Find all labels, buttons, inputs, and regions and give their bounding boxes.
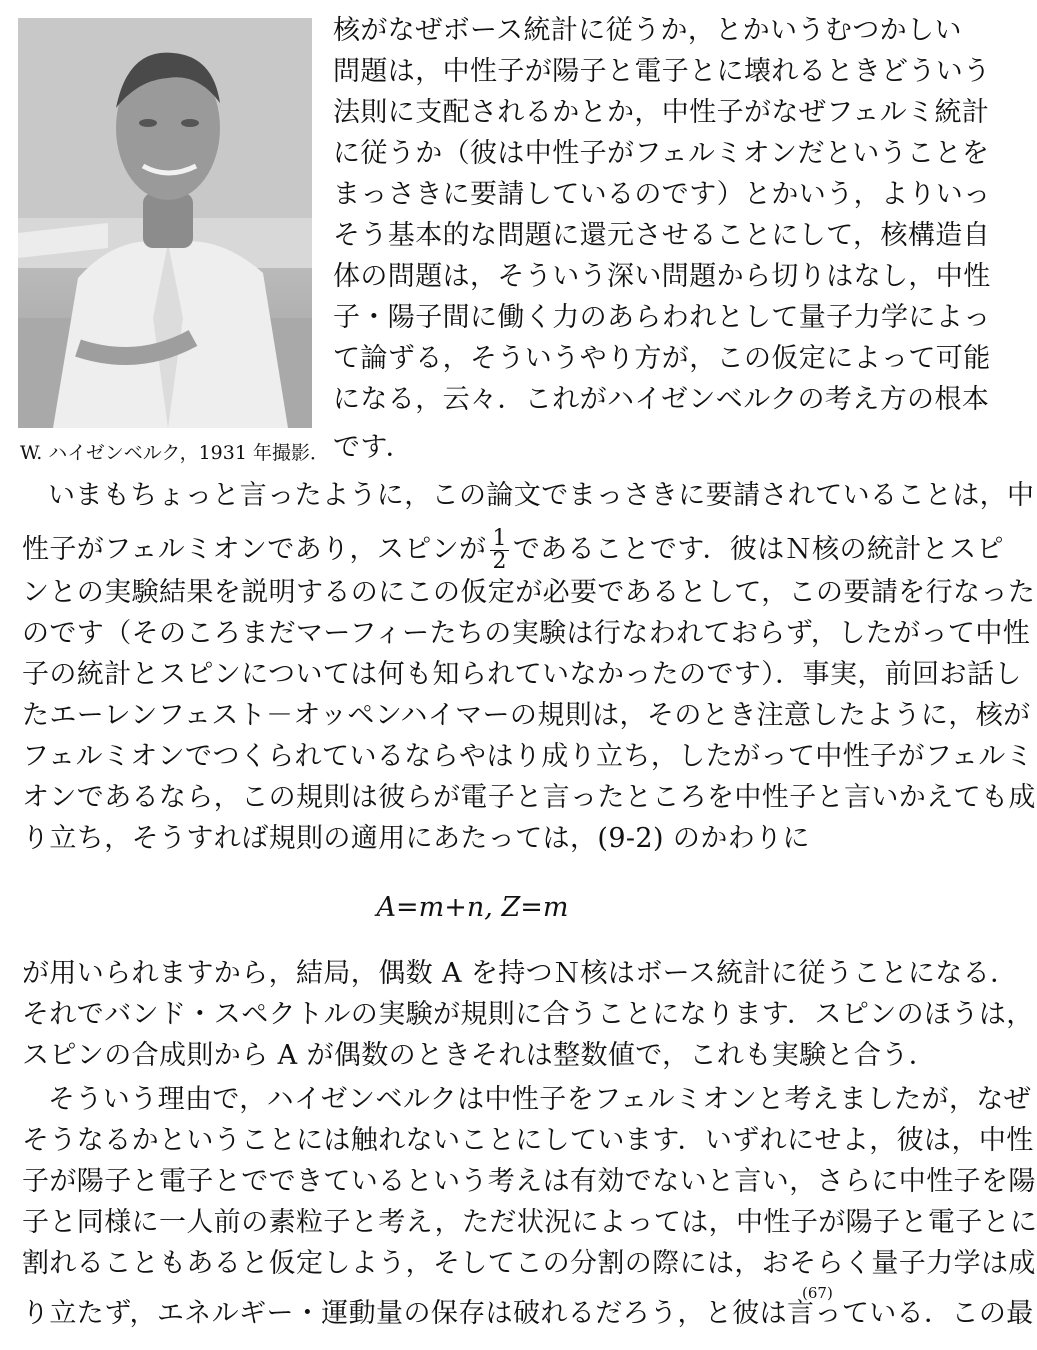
text-line: て論ずる，そういうやり方が，この仮定によって可能	[333, 343, 991, 374]
text-line: り立ち，そうすれば規則の適用にあたっては，(9-2) のかわりに	[22, 823, 810, 854]
fraction-one-half	[490, 528, 508, 573]
text-line: 割れることもあると仮定しよう，そしてこの分割の際には，おそらく量子力学は成	[22, 1248, 1036, 1279]
text-line: 法則に支配されるかとか，中性子がなぜフェルミ統計	[333, 97, 990, 128]
text-line: それでバンド・スペクトルの実験が規則に合うことになります．スピンのほうは，	[22, 999, 1034, 1030]
paragraph-first-line: そういう理由で，ハイゼンベルクは中性子をフェルミオンと考えましたが，なぜ	[48, 1084, 1032, 1115]
text-line: 子・陽子間に働く力のあらわれとして量子力学によっ	[333, 302, 991, 333]
text-line: のです（そのころまだマーフィーたちの実験は行なわれておらず，したがって中性	[22, 618, 1031, 649]
text-line: です．	[333, 432, 414, 463]
text-line: り立たず，エネルギー・運動量の保存は破れるだろう，と彼は言っている．この最	[22, 1298, 1034, 1329]
portrait-illustration	[18, 18, 312, 428]
text-line: に従うか（彼は中性子がフェルミオンだということを	[333, 138, 990, 169]
text-line: 問題は，中性子が陽子と電子とに壊れるときどういう	[333, 56, 991, 87]
text-line: 子の統計とスピンについては何も知られていなかったのです）．事実，前回お話し	[22, 659, 1022, 690]
text-line: フェルミオンでつくられているならやはり成り立ち，したがって中性子がフェルミ	[22, 741, 1034, 772]
text-fragment: 性子がフェルミオンであり，スピンが	[22, 534, 487, 565]
portrait-photo	[18, 18, 312, 428]
text-line-with-fraction	[22, 528, 1004, 573]
equation: A=m+n, Z=m	[376, 892, 569, 923]
text-line: オンであるなら，この規則は彼らが電子と言ったところを中性子と言いかえても成	[22, 782, 1036, 813]
fraction-numerator: 1	[492, 526, 507, 551]
text-line: ンとの実験結果を説明するのにこの仮定が必要であるとして，この要請を行なった	[22, 577, 1036, 608]
photo-caption: W. ハイゼンベルク，1931 年撮影．	[20, 442, 329, 464]
text-line: 核がなぜボース統計に従うか，とかいうむつかしい	[333, 15, 962, 46]
text-line: まっさきに要請しているのです）とかいう，よりいっ	[333, 179, 991, 210]
text-line: そう基本的な問題に還元させることにして，核構造自	[333, 220, 991, 251]
paragraph-first-line: いまもちょっと言ったように，この論文でまっさきに要請されていることは，中	[48, 480, 1035, 511]
fraction-denominator: 2	[492, 549, 507, 574]
text-line: そうなるかということには触れないことにしています．いずれにせよ，彼は，中性	[22, 1125, 1034, 1156]
text-line: 体の問題は，そういう深い問題から切りはなし，中性	[333, 261, 991, 292]
text-line: が用いられますから，結局，偶数 A を持つＮ核はボース統計に従うことになる．	[22, 958, 1018, 989]
text-fragment: であることです．彼はＮ核の統計とスピ	[512, 534, 1004, 565]
text-line: 子と同様に一人前の素粒子と考え，ただ状況によっては，中性子が陽子と電子とに	[22, 1207, 1037, 1238]
footnote-reference: (67)	[802, 1284, 833, 1302]
text-line: 子が陽子と電子とでできているという考えは有効でないと言い，さらに中性子を陽	[22, 1166, 1036, 1197]
text-line: スピンの合成則から A が偶数のときそれは整数値で，これも実験と合う．	[22, 1040, 937, 1071]
text-line: たエーレンフェスト－オッペンハイマーの規則は，そのとき注意したように，核が	[22, 700, 1031, 731]
text-line: になる，云々．これがハイゼンベルクの考え方の根本	[333, 384, 990, 415]
